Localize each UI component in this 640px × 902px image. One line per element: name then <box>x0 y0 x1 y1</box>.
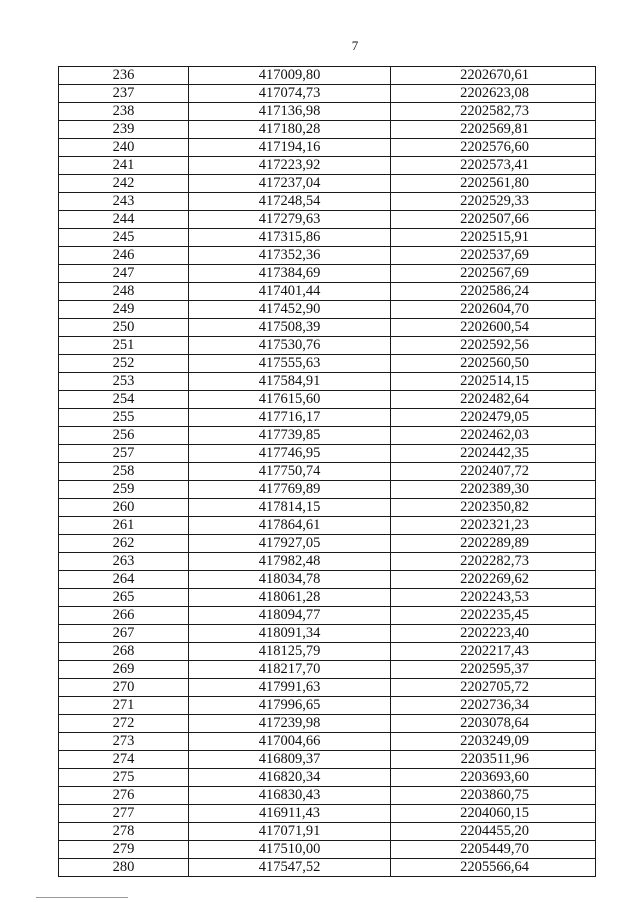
x-coordinate-cell: 417750,74 <box>189 463 391 481</box>
x-coordinate-cell: 417401,44 <box>189 283 391 301</box>
x-coordinate-cell: 417279,63 <box>189 211 391 229</box>
point-number-cell: 268 <box>59 643 189 661</box>
point-number-cell: 259 <box>59 481 189 499</box>
y-coordinate-cell: 2202407,72 <box>391 463 596 481</box>
x-coordinate-cell: 417739,85 <box>189 427 391 445</box>
y-coordinate-cell: 2202586,24 <box>391 283 596 301</box>
point-number-cell: 238 <box>59 103 189 121</box>
x-coordinate-cell: 418217,70 <box>189 661 391 679</box>
y-coordinate-cell: 2202592,56 <box>391 337 596 355</box>
x-coordinate-cell: 417927,05 <box>189 535 391 553</box>
y-coordinate-cell: 2202235,45 <box>391 607 596 625</box>
point-number-cell: 248 <box>59 283 189 301</box>
point-number-cell: 264 <box>59 571 189 589</box>
y-coordinate-cell: 2202389,30 <box>391 481 596 499</box>
x-coordinate-cell: 416911,43 <box>189 805 391 823</box>
y-coordinate-cell: 2202604,70 <box>391 301 596 319</box>
y-coordinate-cell: 2202576,60 <box>391 139 596 157</box>
point-number-cell: 242 <box>59 175 189 193</box>
table-row <box>59 445 596 463</box>
x-coordinate-cell: 418091,34 <box>189 625 391 643</box>
y-coordinate-cell: 2202217,43 <box>391 643 596 661</box>
point-number-cell: 252 <box>59 355 189 373</box>
point-number-cell: 241 <box>59 157 189 175</box>
point-number-cell: 280 <box>59 859 189 877</box>
y-coordinate-cell: 2202515,91 <box>391 229 596 247</box>
table-row <box>59 859 596 877</box>
point-number-cell: 243 <box>59 193 189 211</box>
table-row <box>59 229 596 247</box>
point-number-cell: 274 <box>59 751 189 769</box>
x-coordinate-cell: 417352,36 <box>189 247 391 265</box>
table-row <box>59 841 596 859</box>
y-coordinate-cell: 2202670,61 <box>391 67 596 85</box>
table-row <box>59 211 596 229</box>
y-coordinate-cell: 2202269,62 <box>391 571 596 589</box>
y-coordinate-cell: 2203511,96 <box>391 751 596 769</box>
x-coordinate-cell: 417982,48 <box>189 553 391 571</box>
y-coordinate-cell: 2203693,60 <box>391 769 596 787</box>
point-number-cell: 244 <box>59 211 189 229</box>
y-coordinate-cell: 2205566,64 <box>391 859 596 877</box>
table-row <box>59 121 596 139</box>
table-row <box>59 247 596 265</box>
coordinates-table-body <box>59 67 596 877</box>
table-row <box>59 391 596 409</box>
x-coordinate-cell: 417315,86 <box>189 229 391 247</box>
point-number-cell: 267 <box>59 625 189 643</box>
x-coordinate-cell: 417864,61 <box>189 517 391 535</box>
point-number-cell: 254 <box>59 391 189 409</box>
point-number-cell: 265 <box>59 589 189 607</box>
x-coordinate-cell: 417237,04 <box>189 175 391 193</box>
point-number-cell: 245 <box>59 229 189 247</box>
y-coordinate-cell: 2202560,50 <box>391 355 596 373</box>
point-number-cell: 278 <box>59 823 189 841</box>
y-coordinate-cell: 2202289,89 <box>391 535 596 553</box>
x-coordinate-cell: 416820,34 <box>189 769 391 787</box>
x-coordinate-cell: 417584,91 <box>189 373 391 391</box>
x-coordinate-cell: 417074,73 <box>189 85 391 103</box>
x-coordinate-cell: 417510,00 <box>189 841 391 859</box>
table-row <box>59 463 596 481</box>
point-number-cell: 240 <box>59 139 189 157</box>
y-coordinate-cell: 2203078,64 <box>391 715 596 733</box>
table-row <box>59 427 596 445</box>
table-row <box>59 175 596 193</box>
table-row <box>59 769 596 787</box>
x-coordinate-cell: 417452,90 <box>189 301 391 319</box>
y-coordinate-cell: 2202243,53 <box>391 589 596 607</box>
point-number-cell: 273 <box>59 733 189 751</box>
table-row <box>59 553 596 571</box>
y-coordinate-cell: 2202282,73 <box>391 553 596 571</box>
footer-rule <box>36 897 128 898</box>
table-row <box>59 499 596 517</box>
table-row <box>59 409 596 427</box>
y-coordinate-cell: 2202529,33 <box>391 193 596 211</box>
point-number-cell: 239 <box>59 121 189 139</box>
y-coordinate-cell: 2202223,40 <box>391 625 596 643</box>
table-row <box>59 607 596 625</box>
point-number-cell: 236 <box>59 67 189 85</box>
x-coordinate-cell: 417248,54 <box>189 193 391 211</box>
x-coordinate-cell: 417384,69 <box>189 265 391 283</box>
page-number: 7 <box>351 38 359 53</box>
y-coordinate-cell: 2202736,34 <box>391 697 596 715</box>
x-coordinate-cell: 417194,16 <box>189 139 391 157</box>
point-number-cell: 279 <box>59 841 189 859</box>
coordinates-table <box>58 66 596 877</box>
table-row <box>59 805 596 823</box>
x-coordinate-cell: 417615,60 <box>189 391 391 409</box>
point-number-cell: 271 <box>59 697 189 715</box>
x-coordinate-cell: 417009,80 <box>189 67 391 85</box>
y-coordinate-cell: 2202507,66 <box>391 211 596 229</box>
x-coordinate-cell: 417071,91 <box>189 823 391 841</box>
point-number-cell: 261 <box>59 517 189 535</box>
point-number-cell: 272 <box>59 715 189 733</box>
table-row <box>59 337 596 355</box>
y-coordinate-cell: 2202350,82 <box>391 499 596 517</box>
x-coordinate-cell: 417004,66 <box>189 733 391 751</box>
x-coordinate-cell: 417239,98 <box>189 715 391 733</box>
point-number-cell: 253 <box>59 373 189 391</box>
point-number-cell: 260 <box>59 499 189 517</box>
table-row <box>59 625 596 643</box>
table-row <box>59 679 596 697</box>
point-number-cell: 237 <box>59 85 189 103</box>
point-number-cell: 276 <box>59 787 189 805</box>
y-coordinate-cell: 2202462,03 <box>391 427 596 445</box>
y-coordinate-cell: 2202479,05 <box>391 409 596 427</box>
x-coordinate-cell: 417547,52 <box>189 859 391 877</box>
y-coordinate-cell: 2202567,69 <box>391 265 596 283</box>
table-row <box>59 733 596 751</box>
table-row <box>59 139 596 157</box>
table-row <box>59 373 596 391</box>
table-row <box>59 715 596 733</box>
y-coordinate-cell: 2202569,81 <box>391 121 596 139</box>
point-number-cell: 251 <box>59 337 189 355</box>
x-coordinate-cell: 418094,77 <box>189 607 391 625</box>
point-number-cell: 255 <box>59 409 189 427</box>
y-coordinate-cell: 2202561,80 <box>391 175 596 193</box>
table-row <box>59 481 596 499</box>
y-coordinate-cell: 2203249,09 <box>391 733 596 751</box>
x-coordinate-cell: 417746,95 <box>189 445 391 463</box>
point-number-cell: 256 <box>59 427 189 445</box>
y-coordinate-cell: 2202705,72 <box>391 679 596 697</box>
y-coordinate-cell: 2203860,75 <box>391 787 596 805</box>
table-row <box>59 193 596 211</box>
table-row <box>59 697 596 715</box>
y-coordinate-cell: 2204455,20 <box>391 823 596 841</box>
table-row <box>59 643 596 661</box>
x-coordinate-cell: 417530,76 <box>189 337 391 355</box>
table-row <box>59 823 596 841</box>
y-coordinate-cell: 2202623,08 <box>391 85 596 103</box>
table-row <box>59 571 596 589</box>
point-number-cell: 266 <box>59 607 189 625</box>
x-coordinate-cell: 418034,78 <box>189 571 391 589</box>
y-coordinate-cell: 2202582,73 <box>391 103 596 121</box>
point-number-cell: 249 <box>59 301 189 319</box>
x-coordinate-cell: 417136,98 <box>189 103 391 121</box>
table-row <box>59 589 596 607</box>
point-number-cell: 277 <box>59 805 189 823</box>
x-coordinate-cell: 417508,39 <box>189 319 391 337</box>
table-row <box>59 301 596 319</box>
y-coordinate-cell: 2202600,54 <box>391 319 596 337</box>
table-row <box>59 319 596 337</box>
table-row <box>59 85 596 103</box>
point-number-cell: 247 <box>59 265 189 283</box>
y-coordinate-cell: 2202514,15 <box>391 373 596 391</box>
y-coordinate-cell: 2202321,23 <box>391 517 596 535</box>
table-row <box>59 265 596 283</box>
table-row <box>59 517 596 535</box>
x-coordinate-cell: 416809,37 <box>189 751 391 769</box>
x-coordinate-cell: 418125,79 <box>189 643 391 661</box>
point-number-cell: 263 <box>59 553 189 571</box>
table-row <box>59 787 596 805</box>
table-row <box>59 535 596 553</box>
table-row <box>59 751 596 769</box>
point-number-cell: 269 <box>59 661 189 679</box>
point-number-cell: 270 <box>59 679 189 697</box>
y-coordinate-cell: 2202442,35 <box>391 445 596 463</box>
y-coordinate-cell: 2202573,41 <box>391 157 596 175</box>
x-coordinate-cell: 417555,63 <box>189 355 391 373</box>
x-coordinate-cell: 417180,28 <box>189 121 391 139</box>
point-number-cell: 250 <box>59 319 189 337</box>
y-coordinate-cell: 2205449,70 <box>391 841 596 859</box>
x-coordinate-cell: 417769,89 <box>189 481 391 499</box>
y-coordinate-cell: 2202537,69 <box>391 247 596 265</box>
y-coordinate-cell: 2202595,37 <box>391 661 596 679</box>
y-coordinate-cell: 2204060,15 <box>391 805 596 823</box>
point-number-cell: 258 <box>59 463 189 481</box>
table-row <box>59 67 596 85</box>
x-coordinate-cell: 417996,65 <box>189 697 391 715</box>
x-coordinate-cell: 417716,17 <box>189 409 391 427</box>
x-coordinate-cell: 417814,15 <box>189 499 391 517</box>
table-row <box>59 103 596 121</box>
y-coordinate-cell: 2202482,64 <box>391 391 596 409</box>
table-row <box>59 283 596 301</box>
x-coordinate-cell: 417991,63 <box>189 679 391 697</box>
point-number-cell: 257 <box>59 445 189 463</box>
x-coordinate-cell: 417223,92 <box>189 157 391 175</box>
table-row <box>59 157 596 175</box>
x-coordinate-cell: 418061,28 <box>189 589 391 607</box>
point-number-cell: 275 <box>59 769 189 787</box>
point-number-cell: 246 <box>59 247 189 265</box>
table-row <box>59 661 596 679</box>
table-row <box>59 355 596 373</box>
x-coordinate-cell: 416830,43 <box>189 787 391 805</box>
point-number-cell: 262 <box>59 535 189 553</box>
